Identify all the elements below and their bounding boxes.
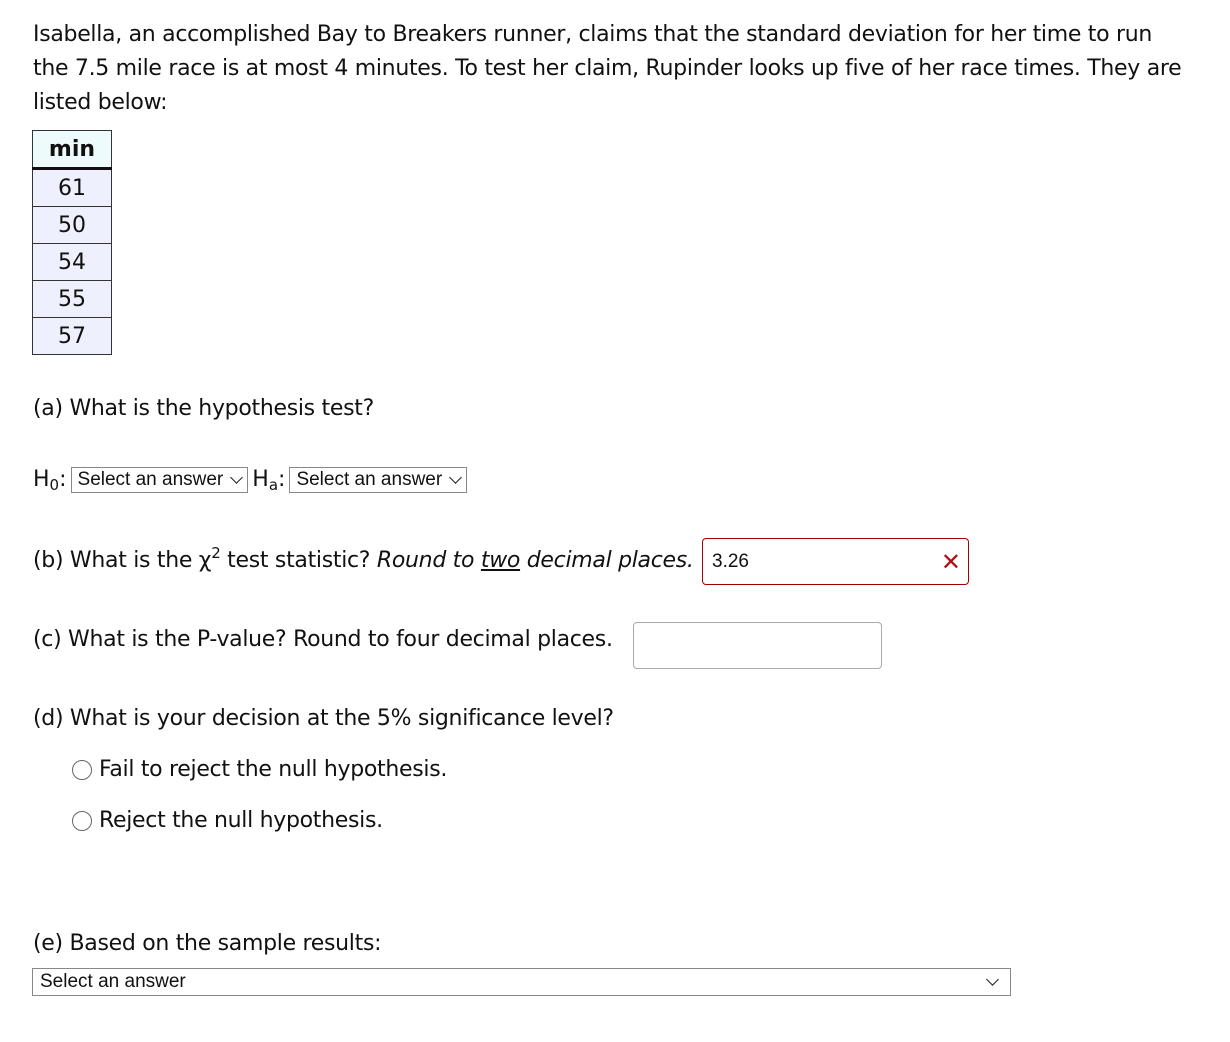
- option-label: Reject the null hypothesis.: [99, 808, 383, 833]
- question-e: (e) Based on the sample results:: [33, 931, 382, 956]
- question-b: (b) What is the $\chi^2$ test statistic? Round to two decimal places.: [33, 544, 694, 573]
- radio-button[interactable]: [72, 811, 92, 831]
- chevron-down-icon: [986, 973, 999, 986]
- test-statistic-value: 3.26: [712, 550, 749, 572]
- table-cell: 61: [33, 169, 112, 207]
- problem-statement: Isabella, an accomplished Bay to Breakers runner, claims that the standard deviation for her time to run the 7.5 mile race is at most 4 minutes. To test her claim, Rupinder looks up five of her race times. They are listed below:: [33, 22, 1182, 115]
- chi-square-symbol: $\chi^2$: [198, 544, 221, 573]
- alt-hypothesis-select[interactable]: Select an answer: [289, 467, 467, 493]
- conclusion-select[interactable]: [32, 968, 1011, 996]
- table-cell: 50: [33, 207, 112, 244]
- test-statistic-input[interactable]: [702, 538, 969, 585]
- table-header: min: [33, 131, 112, 169]
- table-cell: 54: [33, 244, 112, 281]
- option-fail-to-reject[interactable]: [72, 757, 447, 782]
- option-label: Fail to reject the null hypothesis.: [99, 757, 448, 782]
- alt-hypothesis-label: $H_a$:: [252, 466, 286, 494]
- null-hypothesis-select[interactable]: Select an answer: [71, 467, 249, 493]
- option-reject[interactable]: [72, 808, 383, 833]
- table-cell: 55: [33, 281, 112, 318]
- conclusion-select-label: Select an answer: [40, 971, 186, 992]
- hypothesis-row: [33, 466, 471, 494]
- incorrect-icon: ✕: [940, 547, 961, 576]
- race-times-table: [32, 130, 112, 355]
- table-cell: 57: [33, 318, 112, 355]
- null-hypothesis-label: $H_0$:: [33, 466, 67, 494]
- chevron-down-icon: [449, 471, 462, 484]
- question-c: (c) What is the P-value? Round to four decimal places.: [33, 627, 613, 652]
- radio-button[interactable]: [72, 760, 92, 780]
- chevron-down-icon: [230, 471, 243, 484]
- question-d: (d) What is your decision at the 5% significance level?: [33, 706, 614, 731]
- p-value-input[interactable]: [633, 622, 882, 669]
- question-a: (a) What is the hypothesis test?: [33, 396, 374, 421]
